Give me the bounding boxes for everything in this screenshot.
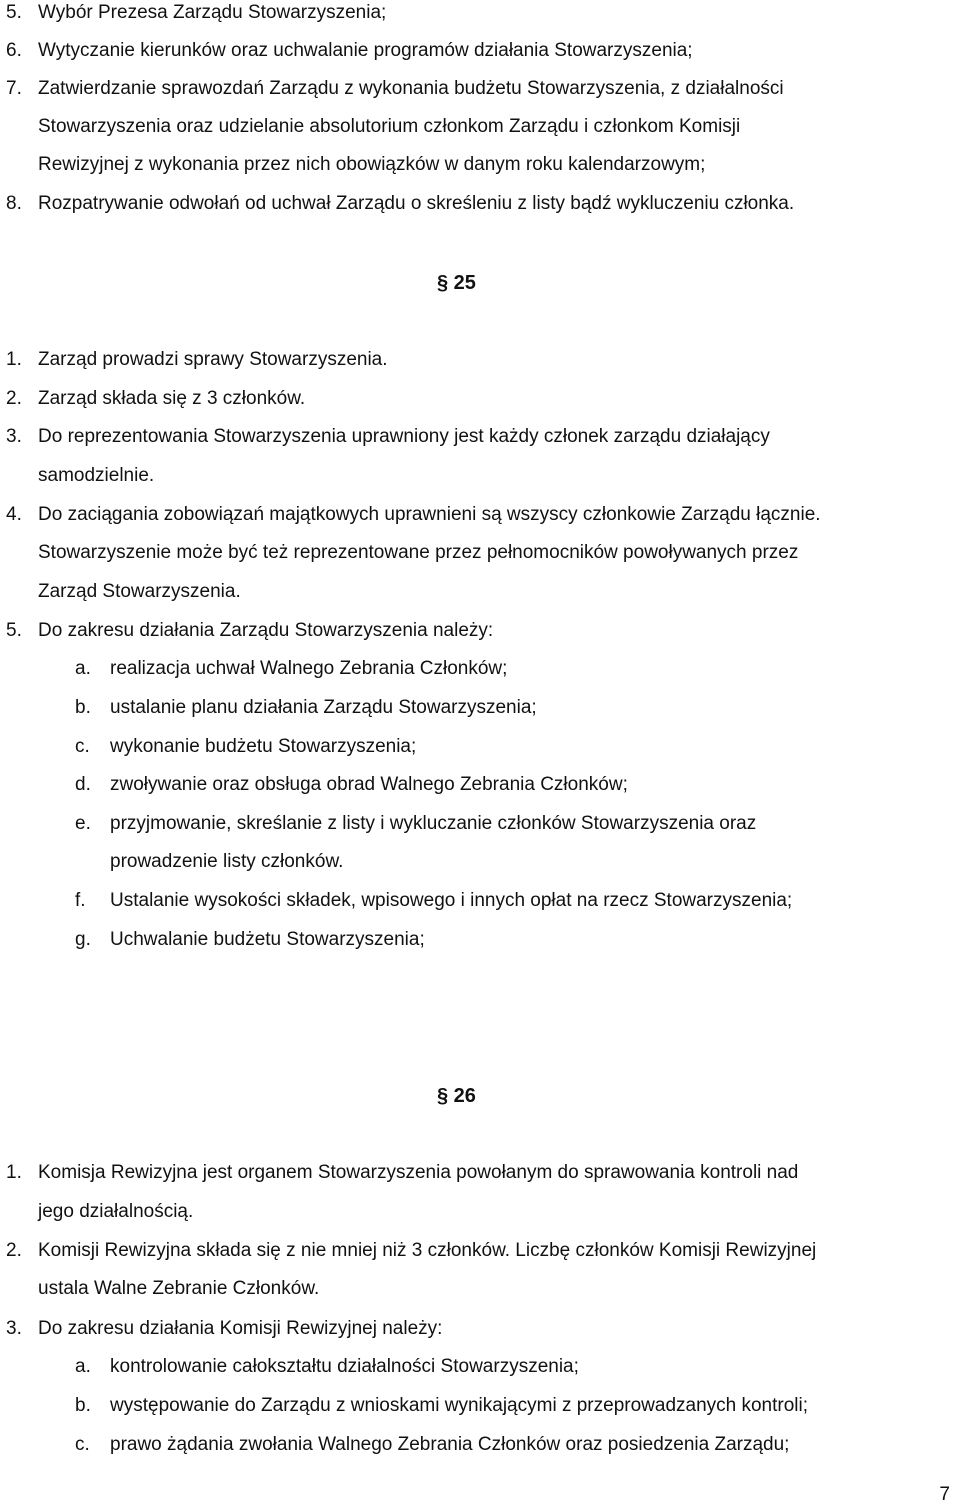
item-text: jego działalnością. <box>38 1201 194 1222</box>
item-text: kontrolowanie całokształtu działalności Stowarzyszenia; <box>110 1356 579 1377</box>
item-text: Rewizyjnej z wykonania przez nich obowiązków w danym roku kalendarzowym; <box>38 154 706 175</box>
item-text: Komisji Rewizyjna składa się z nie mniej niż 3 członków. Liczbę członków Komisji Rewizyjnej <box>38 1240 817 1261</box>
item-text: Stowarzyszenie może być też reprezentowane przez pełnomocników powoływanych przez <box>38 542 799 563</box>
item-text: wykonanie budżetu Stowarzyszenia; <box>110 736 417 757</box>
item-number: 2. <box>6 388 22 409</box>
item-text: Ustalanie wysokości składek, wpisowego i innych opłat na rzecz Stowarzyszenia; <box>110 890 793 911</box>
item-number: 6. <box>6 40 22 61</box>
item-letter: e. <box>75 813 91 834</box>
item-text: samodzielnie. <box>38 465 155 486</box>
item-text: Wytyczanie kierunków oraz uchwalanie programów działania Stowarzyszenia; <box>38 40 693 61</box>
item-number: 3. <box>6 1318 22 1339</box>
item-number: 1. <box>6 1162 22 1183</box>
item-number: 1. <box>6 349 22 370</box>
item-text: Uchwalanie budżetu Stowarzyszenia; <box>110 929 425 950</box>
item-text: Stowarzyszenia oraz udzielanie absolutorium członkom Zarządu i członkom Komisji <box>38 116 741 137</box>
item-text: Zatwierdzanie sprawozdań Zarządu z wykonania budżetu Stowarzyszenia, z działalności <box>38 78 784 99</box>
item-text: występowanie do Zarządu z wnioskami wynikającymi z przeprowadzanych kontroli; <box>110 1395 809 1416</box>
item-text: ustala Walne Zebranie Członków. <box>38 1278 320 1299</box>
item-text: zwoływanie oraz obsługa obrad Walnego Zebrania Członków; <box>110 774 628 795</box>
item-text: Do reprezentowania Stowarzyszenia uprawniony jest każdy członek zarządu działający <box>38 426 770 447</box>
item-letter: c. <box>75 1434 90 1455</box>
item-letter: a. <box>75 1356 91 1377</box>
item-text: Do zaciągania zobowiązań majątkowych uprawnieni są wszyscy członkowie Zarządu łącznie. <box>38 504 821 525</box>
item-letter: c. <box>75 736 90 757</box>
section-heading-25: § 25 <box>437 272 476 294</box>
item-text: Komisja Rewizyjna jest organem Stowarzyszenia powołanym do sprawowania kontroli nad <box>38 1162 799 1183</box>
item-text: Rozpatrywanie odwołań od uchwał Zarządu o skreśleniu z listy bądź wykluczeniu członka. <box>38 193 795 214</box>
item-text: Do zakresu działania Komisji Rewizyjnej należy: <box>38 1318 443 1339</box>
item-letter: g. <box>75 929 91 950</box>
item-number: 7. <box>6 78 22 99</box>
item-letter: a. <box>75 658 91 679</box>
item-text: Do zakresu działania Zarządu Stowarzyszenia należy: <box>38 620 494 641</box>
item-text: przyjmowanie, skreślanie z listy i wykluczanie członków Stowarzyszenia oraz <box>110 813 757 834</box>
item-text: ustalanie planu działania Zarządu Stowarzyszenia; <box>110 697 537 718</box>
item-text: Wybór Prezesa Zarządu Stowarzyszenia; <box>38 2 387 23</box>
item-number: 8. <box>6 193 22 214</box>
item-letter: b. <box>75 697 91 718</box>
item-text: Zarząd Stowarzyszenia. <box>38 581 241 602</box>
item-text: Zarząd składa się z 3 członków. <box>38 388 306 409</box>
item-text: Zarząd prowadzi sprawy Stowarzyszenia. <box>38 349 388 370</box>
item-letter: d. <box>75 774 91 795</box>
item-number: 5. <box>6 2 22 23</box>
item-number: 2. <box>6 1240 22 1261</box>
item-number: 3. <box>6 426 22 447</box>
item-text: prowadzenie listy członków. <box>110 851 344 872</box>
section-heading-26: § 26 <box>437 1085 476 1107</box>
page-number: 7 <box>939 1484 950 1505</box>
item-letter: b. <box>75 1395 91 1416</box>
item-number: 4. <box>6 504 22 525</box>
item-letter: f. <box>75 890 86 911</box>
item-number: 5. <box>6 620 22 641</box>
item-text: prawo żądania zwołania Walnego Zebrania Członków oraz posiedzenia Zarządu; <box>110 1434 790 1455</box>
item-text: realizacja uchwał Walnego Zebrania Członków; <box>110 658 508 679</box>
